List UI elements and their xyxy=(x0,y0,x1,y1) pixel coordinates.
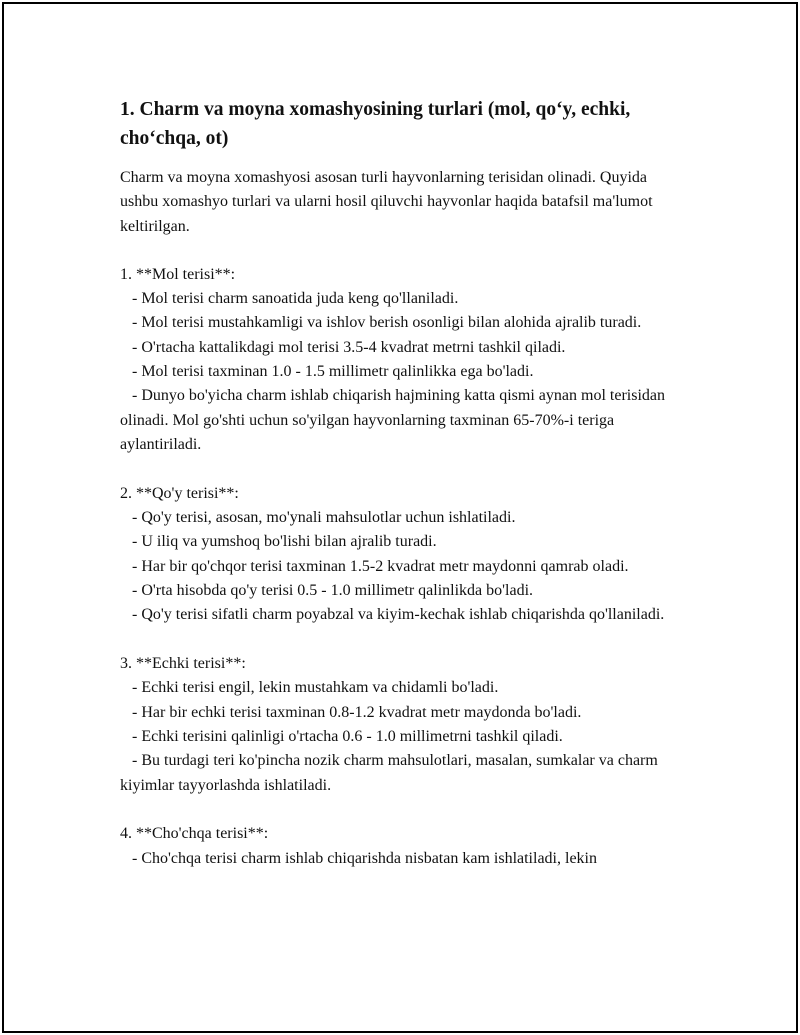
list-item: - Bu turdagi teri ko'pincha nozik charm mahsulotlari, masalan, sumkalar va charm kiyimlar tayyorlashda ishlatiladi. xyxy=(120,752,662,794)
document-title: 1. Charm va moyna xomashyosining turlari (mol, qo‘y, echki, cho‘chqa, ot) xyxy=(120,99,631,149)
list-item: - Har bir qo'chqor terisi taxminan 1.5-2 kvadrat metr maydonni qamrab oladi. xyxy=(120,557,629,575)
section-heading: 2. **Qo'y terisi**: xyxy=(120,484,239,502)
section-heading: 1. **Mol terisi**: xyxy=(120,265,236,283)
list-item: - U iliq va yumshoq bo'lishi bilan ajralib turadi. xyxy=(120,533,437,551)
section-chochqa xyxy=(120,822,686,871)
list-item: - Mol terisi mustahkamligi va ishlov berish osonligi bilan alohida ajralib turadi. xyxy=(120,314,642,332)
list-item: - Har bir echki terisi taxminan 0.8-1.2 kvadrat metr maydonda bo'ladi. xyxy=(120,703,582,721)
section-qoy xyxy=(120,482,686,628)
document-page xyxy=(2,2,798,1033)
list-item: - Qo'y terisi, asosan, mo'ynali mahsulotlar uchun ishlatiladi. xyxy=(120,509,516,527)
section-mol xyxy=(120,263,686,457)
section-echki xyxy=(120,652,686,798)
list-item: - O'rtacha kattalikdagi mol terisi 3.5-4 kvadrat metrni tashkil qiladi. xyxy=(120,338,566,356)
list-item: - Cho'chqa terisi charm ishlab chiqarishda nisbatan kam ishlatiladi, lekin xyxy=(120,849,597,867)
list-item: - Mol terisi taxminan 1.0 - 1.5 millimetr qalinlikka ega bo'ladi. xyxy=(120,363,534,381)
document-body xyxy=(120,95,686,895)
list-item: - Echki terisini qalinligi o'rtacha 0.6 - 1.0 millimetrni tashkil qiladi. xyxy=(120,727,563,745)
list-item: - Qo'y terisi sifatli charm poyabzal va kiyim-kechak ishlab chiqarishda qo'llaniladi. xyxy=(120,606,665,624)
section-heading: 3. **Echki terisi**: xyxy=(120,655,246,673)
list-item: - Dunyo bo'yicha charm ishlab chiqarish hajmining katta qismi aynan mol terisidan olinadi. Mol go'shti uchun so'yilgan hayvonlarning taxminan 65-70%-i teriga aylantiriladi. xyxy=(120,387,669,453)
list-item: - Echki terisi engil, lekin mustahkam va chidamli bo'ladi. xyxy=(120,679,499,697)
list-item: - Mol terisi charm sanoatida juda keng qo'llaniladi. xyxy=(120,290,459,308)
list-item: - O'rta hisobda qo'y terisi 0.5 - 1.0 millimetr qalinlikda bo'ladi. xyxy=(120,581,534,599)
section-heading: 4. **Cho'chqa terisi**: xyxy=(120,825,269,843)
intro-paragraph: Charm va moyna xomashyosi asosan turli hayvonlarning terisidan olinadi. Quyida ushbu xomashyo turlari va ularni hosil qiluvchi hayvonlar haqida batafsil ma'lumot keltirilgan. xyxy=(120,169,657,235)
